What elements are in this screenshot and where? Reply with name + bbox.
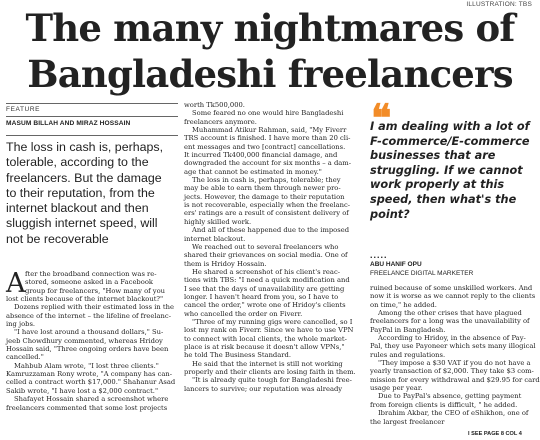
text-line: Due to PayPal's absence, getting payment <box>378 392 522 401</box>
quote-mark-icon: ❝ <box>371 95 392 140</box>
text-line: yearly transaction of $2,000. They take $3 com- <box>370 367 534 376</box>
text-line: freelancers for a long was the unavailability of <box>370 317 530 326</box>
text-line: who cancelled the order on Fiverr. <box>184 309 303 318</box>
text-line: Mahbub Alam wrote, "I lost three clients." <box>14 361 159 370</box>
text-line: from foreign clients is difficult, " he added. <box>370 400 518 409</box>
text-line: lost my rank on Fiverr. Since we have to use VPN <box>184 326 354 335</box>
text-line: lancers to survive; our reputation was already <box>184 384 343 393</box>
text-line: to connect with local clients, the whole market- <box>184 334 347 343</box>
pull-quote-line: struggling. If we cannot <box>370 163 523 177</box>
standfirst-line: to their reputation, from the <box>6 185 155 200</box>
standfirst-line: tolerable, according to the <box>6 155 149 170</box>
text-line: the largest freelancer <box>370 417 445 426</box>
text-line: Hossain said, "Three ongoing orders have been <box>6 345 169 354</box>
section-rule-top <box>6 103 178 104</box>
standfirst-line: not be recoverable <box>6 231 109 246</box>
text-line: group for freelancers, "How many of you <box>25 286 166 295</box>
article-column-3 <box>370 284 538 426</box>
pull-quote <box>370 120 536 222</box>
illustration-credit: ILLUSTRATION: TBS <box>466 1 532 8</box>
headline-line-1: The many nightmares of <box>25 6 515 50</box>
pull-quote-line: point? <box>370 207 410 221</box>
text-line: "They impose a $30 VAT if you do not have a <box>378 359 531 368</box>
text-line: them is Hridoy Hossain. <box>184 259 267 268</box>
text-line: It incurred Tk400,000 financial damage, and <box>184 151 338 160</box>
text-line: TRS account is finished. I have more than 20 cli- <box>184 134 351 143</box>
text-line: mission for every withdrawal and $29.95 for card <box>370 375 540 384</box>
article-column-1 <box>6 270 178 412</box>
pull-quote-line: I am dealing with a lot of <box>370 120 530 133</box>
text-line: shared their grievances on social media. One of <box>184 251 348 260</box>
standfirst-line: sluggish internet speed, will <box>6 216 158 231</box>
text-line: longer. I haven't heard from you, so I have to <box>184 292 339 301</box>
text-line: properly and their clients are losing faith in them. <box>184 368 356 376</box>
section-rule-bottom <box>6 135 178 136</box>
text-line: absence of the internet – the lifeline of freelanc- <box>6 311 171 320</box>
text-line: jeeb Chowdhury commented, whereas Hridoy <box>6 336 163 345</box>
pull-quote-role: FREELANCE DIGITAL MARKETER <box>370 270 474 277</box>
pull-quote-line: work properly at this <box>370 178 505 192</box>
text-line: on time," he added. <box>370 300 437 309</box>
text-line: jects. However, the damage to their reputation <box>184 192 345 201</box>
text-line: internet blackout. <box>184 234 246 243</box>
pull-quote-line: businesses that are <box>370 149 496 163</box>
standfirst-line: internet blackout and then <box>6 201 149 216</box>
text-line: Shafayet Hossain shared a screenshot where <box>14 395 169 404</box>
headline-line-2: Bangladeshi freelancers <box>27 52 513 96</box>
text-line: Pal, they use Payoneer which sets many illogical <box>370 342 536 351</box>
standfirst-line: The loss in cash is, perhaps, <box>6 140 164 154</box>
text-line: freelancers anymore. <box>184 117 257 126</box>
text-line: Among the other crises that have plagued <box>378 309 522 318</box>
section-rule-mid <box>6 116 178 117</box>
text-line: Ibrahim Akbar, the CEO of eShikhon, one of <box>378 409 529 418</box>
text-line: highly skilled work. <box>184 217 252 226</box>
text-line: PayPal in Bangladesh. <box>370 325 446 334</box>
pull-quote-name: ABU HANIF OPU <box>370 261 422 268</box>
text-line: Some feared no one would hire Bangladeshi <box>192 109 344 118</box>
text-line: cancelled." <box>6 353 44 362</box>
pull-quote-line: speed, then what's the <box>370 192 517 206</box>
pull-quote-line: F-commerce/E-commerce <box>370 134 530 148</box>
text-line: ent messages and two [contract] cancellations. <box>184 142 346 151</box>
text-line: According to Hridoy, in the absence of Pay- <box>378 334 526 343</box>
text-line: "I have lost around a thousand dollars," Su- <box>14 328 164 337</box>
text-line: now it is worse as we cannot reply to the clients <box>370 292 536 301</box>
text-line: He shared a screenshot of his client's reac- <box>192 267 341 276</box>
text-line: We reached out to several freelancers who <box>192 242 339 251</box>
text-line: And all of these happened due to the imposed <box>192 226 350 235</box>
text-line: Dozens replied with their estimated loss in the <box>14 303 174 312</box>
text-line: stored, someone asked in a Facebook <box>25 278 153 287</box>
text-line: ing jobs. <box>6 320 36 329</box>
text-line: is not recoverable, especially when the freelanc- <box>184 201 351 210</box>
pull-quote-dots: ..... <box>370 250 388 260</box>
text-line: Muhammad Atikur Rahman, said, "My Fiverr <box>192 126 347 135</box>
continued-marker: I SEE PAGE 8 COL 4 <box>468 431 522 437</box>
text-line: worth Tk500,000. <box>184 101 245 109</box>
text-line: freelancers commented that some lost projects <box>6 403 168 412</box>
text-line: He said that the internet is still not working <box>192 359 343 368</box>
byline: MASUM BILLAH AND MIRAZ HOSSAIN <box>6 120 131 127</box>
text-line: age that cannot be estimated in money." <box>184 167 322 176</box>
text-line: ers' ratings are a result of consistent delivery of <box>184 209 349 218</box>
text-line: The loss in cash is, perhaps, tolerable; they <box>192 176 341 185</box>
text-line: ruined because of some unskilled workers. And <box>370 284 533 292</box>
text-line: "It is already quite tough for Bangladeshi free- <box>192 376 352 385</box>
text-line: place is at risk because it doesn't allow VPNs," <box>184 342 345 351</box>
text-line: tions with TBS: "I need a quick modification and <box>184 276 350 285</box>
text-line: he told The Business Standard. <box>184 351 291 360</box>
drop-cap: A <box>6 268 26 299</box>
section-label: FEATURE <box>6 106 41 113</box>
text-line: rules and regulations. <box>370 350 446 359</box>
text-line: "Three of my running gigs were cancelled, so I <box>192 317 353 326</box>
text-line: lost clients because of the internet blackout?" <box>6 295 164 304</box>
standfirst <box>6 140 178 247</box>
text-line: cancel the order," wrote one of Hridoy's clients <box>184 301 346 310</box>
text-line: fter the broadband connection was re- <box>25 270 157 278</box>
text-line: I see that the days of unavailability are getting <box>184 284 345 293</box>
text-line: downgraded the account for six months – a dam- <box>184 159 351 168</box>
text-line: celled a contract worth $17,000." Shahanur Asad <box>6 378 176 387</box>
text-line: Sakib wrote, "I have lost a $2,000 contract." <box>6 386 159 395</box>
standfirst-line: freelancers. But the damage <box>6 170 162 185</box>
text-line: Kamruzzaman Rony wrote, "A company has can- <box>6 370 173 379</box>
article-column-2 <box>184 101 364 393</box>
text-line: may be able to earn them through newer pro- <box>184 184 341 193</box>
text-line: usage per year. <box>370 384 423 393</box>
